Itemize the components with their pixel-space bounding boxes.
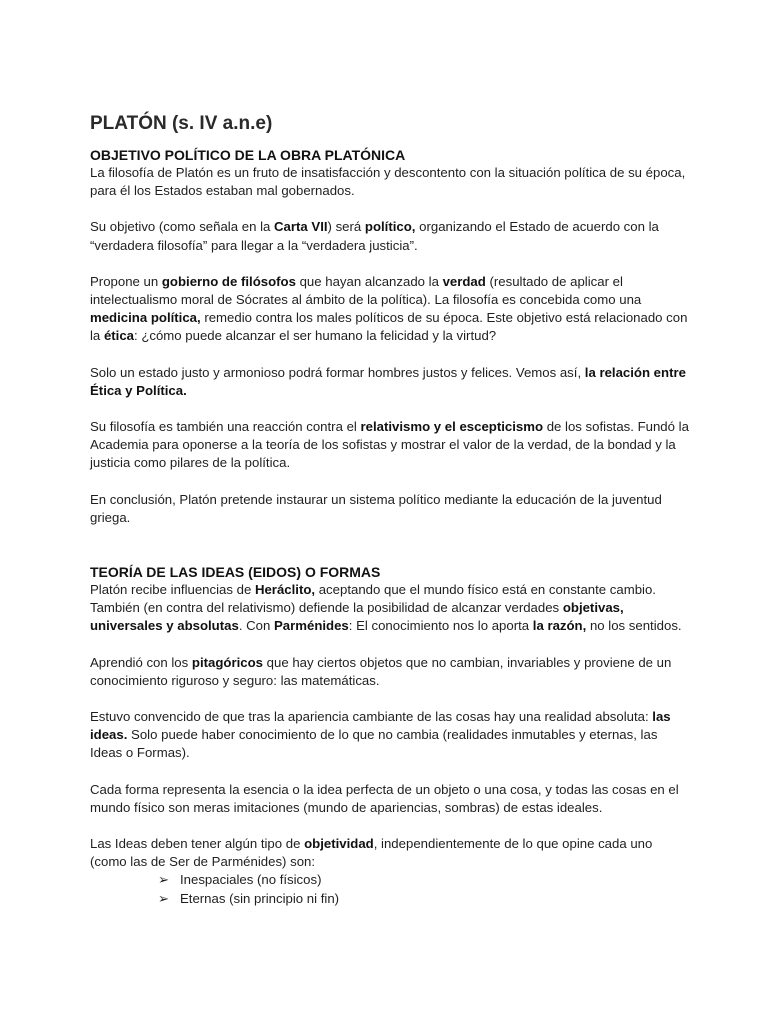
paragraph: Platón recibe influencias de Heráclito, aceptando que el mundo físico está en constante cambio. También (en contra del relativismo) defiende la posibilidad de alcanzar verdades objetivas, universales y absolutas. Con Parménides: El conocimiento nos lo aporta la razón, no los sentidos. bbox=[90, 582, 682, 634]
paragraph: Su filosofía es también una reacción contra el relativismo y el escepticismo de los sofistas. Fundó la Academia para oponerse a la teoría de los sofistas y mostrar el valor de la verdad, de la bondad y la justicia como pilares de la política. bbox=[90, 419, 689, 471]
arrow-bullet-icon: ➢ bbox=[158, 890, 170, 906]
paragraph: La filosofía de Platón es un fruto de insatisfacción y descontento con la situación política de su época, para él los Estados estaban mal gobernados. bbox=[90, 165, 686, 199]
section-heading-teoria-ideas: TEORÍA DE LAS IDEAS (EIDOS) O FORMAS bbox=[90, 564, 381, 581]
list-item: ➢ Inespaciales (no físicos) bbox=[158, 871, 690, 889]
paragraph: Estuvo convencido de que tras la apariencia cambiante de las cosas hay una realidad absoluta: las ideas. Solo puede haber conocimiento de lo que no cambia (realidades inmutables y eternas, las Ideas o Formas). bbox=[90, 709, 671, 761]
paragraph: Las Ideas deben tener algún tipo de objetividad, independientemente de lo que opine cada uno (como las de Ser de Parménides) son: bbox=[90, 836, 653, 870]
paragraph: Cada forma representa la esencia o la idea perfecta de un objeto o una cosa, y todas las cosas en el mundo físico son meras imitaciones (mundo de apariencias, sombras) de estas ideales. bbox=[90, 781, 679, 815]
bullet-list bbox=[90, 871, 690, 907]
paragraph: Propone un gobierno de filósofos que hayan alcanzado la verdad (resultado de aplicar el intelectualismo moral de Sócrates al ámbito de la política). La filosofía es concebida como una medicina política, remedio contra los males políticos de su época. Este objetivo está relacionado con la ética: ¿cómo puede alcanzar el ser humano la felicidad y la virtud? bbox=[90, 273, 688, 344]
paragraph: Aprendió con los pitagóricos que hay ciertos objetos que no cambian, invariables y proviene de un conocimiento riguroso y seguro: las matemáticas. bbox=[90, 654, 672, 688]
paragraph: En conclusión, Platón pretende instaurar un sistema político mediante la educación de la juventud griega. bbox=[90, 491, 662, 525]
section-heading-objetivo: OBJETIVO POLÍTICO DE LA OBRA PLATÓNICA bbox=[90, 147, 406, 163]
document-body bbox=[90, 112, 690, 908]
page-title: PLATÓN (s. IV a.n.e) bbox=[90, 113, 273, 134]
paragraph: Su objetivo (como señala en la Carta VII) será político, organizando el Estado de acuerdo con la “verdadera filosofía” para llegar a la “verdadera justicia”. bbox=[90, 219, 659, 253]
arrow-bullet-icon: ➢ bbox=[158, 872, 170, 888]
list-item: ➢ Eternas (sin principio ni fin) bbox=[158, 890, 690, 908]
paragraph: Solo un estado justo y armonioso podrá formar hombres justos y felices. Vemos así, la relación entre Ética y Política. bbox=[90, 364, 686, 398]
